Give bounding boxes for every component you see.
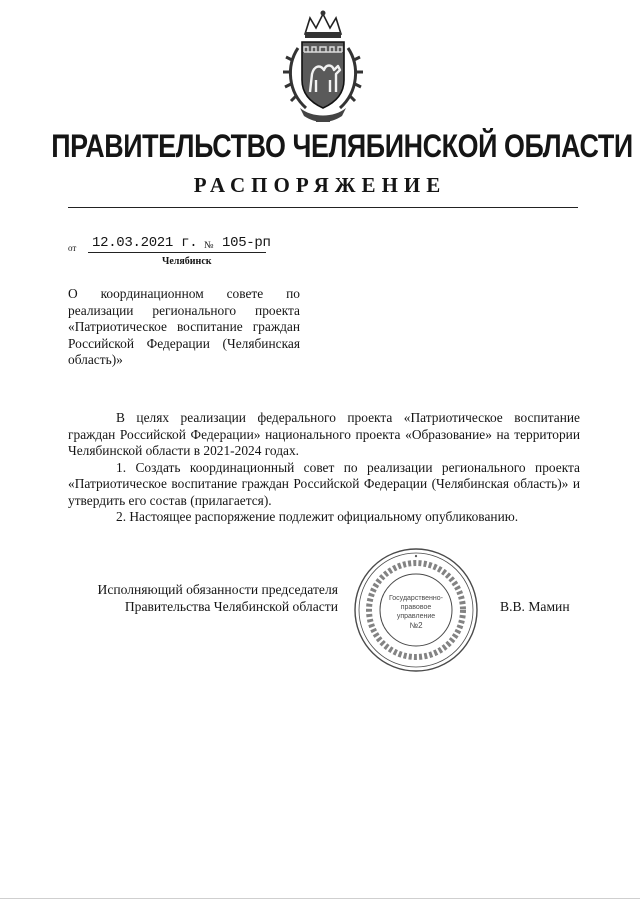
number-label: № [204, 240, 214, 251]
official-seal-icon [352, 546, 480, 674]
document-type-heading: РАСПОРЯЖЕНИЕ [193, 173, 447, 197]
date-prefix: от [68, 243, 77, 253]
document-subject: О координационном совете по реализации регионального проекта «Патриотическое воспитание граждан Российской Федерации (Челябинская область)» [68, 286, 300, 367]
document-date-text: 12.03.2021 г. [92, 235, 198, 251]
signer-position-line-1: Исполняющий обязанности председателя [97, 582, 338, 597]
header-divider [68, 207, 578, 208]
signer-position [68, 581, 338, 615]
coat-of-arms-icon [280, 8, 366, 126]
government-title: ПРАВИТЕЛЬСТВО ЧЕЛЯБИНСКОЙ ОБЛАСТИ [51, 128, 633, 164]
body-item-1: 1. Создать координационный совет по реализации регионального проекта «Патриотическое воспитание граждан Российской Федерации (Челябинская область)» и утвердить его состав (прилагается). [68, 459, 580, 508]
signer-position-line-2: Правительства Челябинской области [124, 599, 338, 614]
body-item-2: 2. Настоящее распоряжение подлежит официальному опубликованию. [116, 509, 519, 524]
seal-line-1: Государственно- [388, 595, 444, 602]
seal-line-3: управление [396, 613, 436, 620]
date-number-row [68, 234, 308, 258]
document-number: 105-рп [222, 235, 271, 251]
seal-line-2: правовое [400, 604, 432, 611]
body-intro-paragraph: В целях реализации федерального проекта «Патриотическое воспитание граждан Российской Федерации» национального проекта «Образование» на территории Челябинской области в 2021-2024 годах. [68, 410, 580, 458]
signer-name: В.В. Мамин [500, 599, 570, 614]
seal-line-4: №2 [409, 621, 423, 630]
city-label: Челябинск [162, 256, 212, 267]
document-body [68, 410, 580, 526]
page-bottom-edge [0, 898, 640, 899]
